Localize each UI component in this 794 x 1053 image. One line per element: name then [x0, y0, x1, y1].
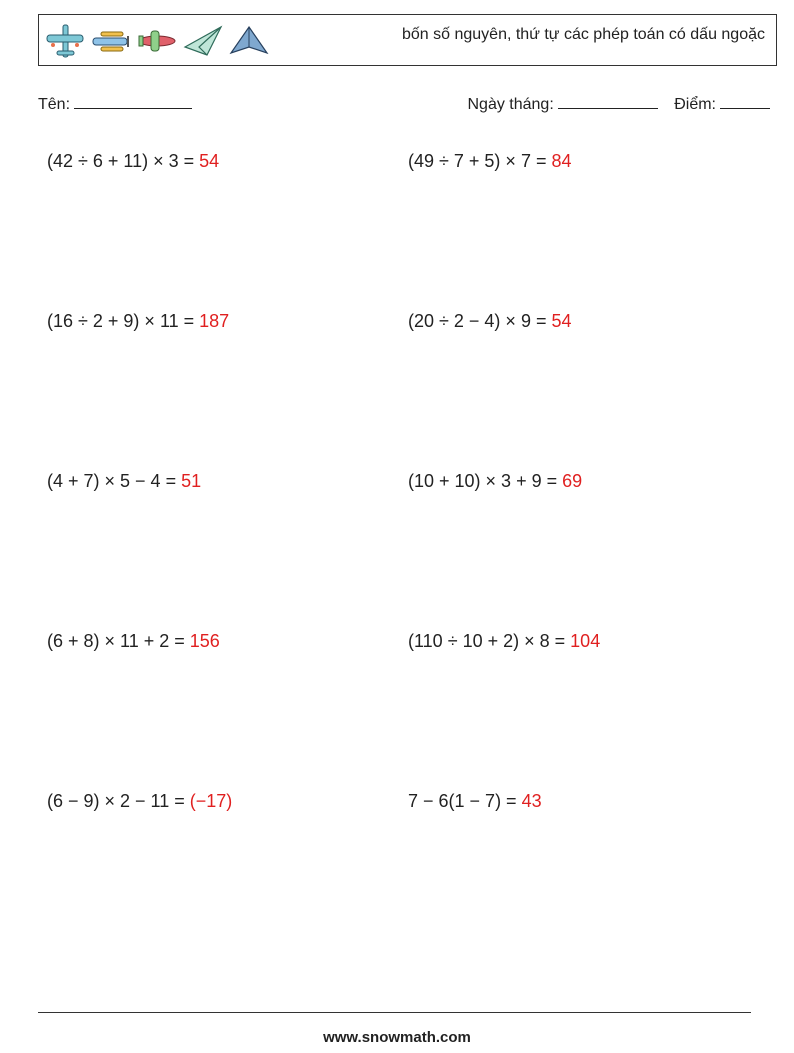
- name-label: Tên:: [38, 96, 71, 113]
- date-blank[interactable]: [558, 94, 658, 109]
- problem-5: [47, 471, 201, 492]
- problem-expression: (6 − 9) × 2 − 11 =: [47, 791, 185, 811]
- problem-answer: (−17): [189, 791, 233, 811]
- name-blank[interactable]: [74, 94, 192, 109]
- footer-site-link[interactable]: www.snowmath.com: [323, 1029, 471, 1046]
- propeller-plane-icon: [135, 23, 179, 59]
- name-field: [38, 94, 192, 114]
- date-score-fields: [467, 94, 770, 114]
- problem-expression: (42 ÷ 6 + 11) × 3 =: [47, 151, 195, 171]
- problem-answer: 51: [181, 471, 202, 491]
- biplane-icon: [89, 23, 133, 59]
- score-label: Điểm:: [674, 96, 716, 113]
- problem-answer: 43: [521, 791, 542, 811]
- problem-4: [408, 311, 572, 332]
- problem-expression: (4 + 7) × 5 − 4 =: [47, 471, 177, 491]
- problem-answer: 69: [562, 471, 583, 491]
- problem-answer: 54: [199, 151, 220, 171]
- problem-expression: (10 + 10) × 3 + 9 =: [408, 471, 558, 491]
- problem-1: [47, 151, 219, 172]
- score-blank[interactable]: [720, 94, 770, 109]
- paper-plane-icon: [181, 23, 225, 59]
- problem-expression: (20 ÷ 2 − 4) × 9 =: [408, 311, 547, 331]
- problem-2: [408, 151, 572, 172]
- problem-6: [408, 471, 582, 492]
- problem-10: [408, 791, 542, 812]
- worksheet-header: [38, 14, 777, 66]
- problem-9: [47, 791, 232, 812]
- worksheet-title: bốn số nguyên, thứ tự các phép toán có dấu ngoặc: [401, 26, 765, 43]
- stealth-jet-icon: [227, 23, 271, 59]
- airplane-icon: [43, 23, 87, 59]
- problem-answer: 54: [551, 311, 572, 331]
- problem-7: [47, 631, 220, 652]
- problem-answer: 156: [189, 631, 220, 651]
- problem-expression: (6 + 8) × 11 + 2 =: [47, 631, 185, 651]
- problem-answer: 104: [570, 631, 601, 651]
- problem-8: [408, 631, 600, 652]
- header-icons: [43, 22, 271, 60]
- problem-expression: (110 ÷ 10 + 2) × 8 =: [408, 631, 566, 651]
- problem-expression: (16 ÷ 2 + 9) × 11 =: [47, 311, 195, 331]
- problem-expression: (49 ÷ 7 + 5) × 7 =: [408, 151, 547, 171]
- problem-expression: 7 − 6(1 − 7) =: [408, 791, 517, 811]
- footer-divider: [38, 1012, 751, 1013]
- problem-3: [47, 311, 229, 332]
- problem-answer: 187: [199, 311, 230, 331]
- problem-answer: 84: [551, 151, 572, 171]
- date-label: Ngày tháng:: [467, 96, 554, 113]
